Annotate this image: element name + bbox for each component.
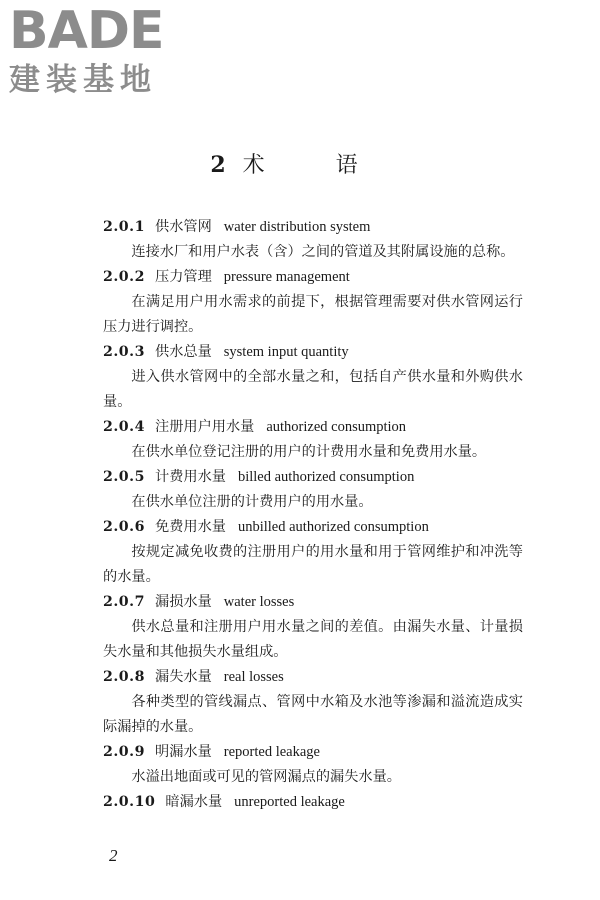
- term-chinese-name: 供水总量: [155, 344, 212, 360]
- term-english-name: pressure management: [223, 269, 350, 285]
- term-english-name: water losses: [223, 594, 295, 610]
- term-english-name: billed authorized consumption: [237, 469, 415, 485]
- term-chinese-name: 注册用户用水量: [155, 419, 255, 435]
- page-number: 2: [109, 846, 118, 865]
- term-definition: 各种类型的管线漏点、管网中水箱及水池等渗漏和溢流造成实际漏掉的水量。: [103, 694, 523, 735]
- term-chinese-name: 压力管理: [155, 269, 212, 285]
- term-number: 2.0.2: [103, 269, 145, 285]
- term-number: 2.0.5: [103, 469, 145, 485]
- term-number: 2.0.9: [103, 744, 145, 760]
- term-definition: 在供水单位注册的计费用户的用水量。: [131, 494, 373, 510]
- term-english-name: unreported leakage: [234, 794, 345, 810]
- term-definition: 在供水单位登记注册的用户的计费用水量和免费用水量。: [131, 444, 487, 460]
- term-chinese-name: 漏失水量: [155, 669, 212, 685]
- brand-logo: [9, 1, 179, 104]
- term-heading: [103, 740, 523, 765]
- term-number: 2.0.4: [103, 419, 145, 435]
- term-english-name: reported leakage: [223, 744, 320, 760]
- term-english-name: authorized consumption: [266, 419, 407, 435]
- term-heading: [103, 340, 523, 365]
- term-heading: [103, 215, 523, 240]
- term-english-name: water distribution system: [223, 219, 371, 235]
- term-heading: [103, 665, 523, 690]
- logo-subtitle: 建装基地: [9, 62, 157, 98]
- chapter-number: 2: [210, 152, 226, 178]
- chapter-title: [0, 148, 600, 183]
- term-english-name: real losses: [223, 669, 284, 685]
- term-definition: 进入供水管网中的全部水量之和，包括自产供水量和外购供水量。: [103, 369, 523, 410]
- term-number: 2.0.6: [103, 519, 145, 535]
- terms-list: [103, 215, 523, 815]
- term-chinese-name: 免费用水量: [155, 519, 226, 535]
- term-heading: [103, 515, 523, 540]
- term-english-name: system input quantity: [223, 344, 349, 360]
- term-number: 2.0.3: [103, 344, 145, 360]
- term-definition: 水溢出地面或可见的管网漏点的漏失水量。: [131, 769, 401, 785]
- logo-brand-text: BADE: [9, 1, 164, 61]
- term-definition: 供水总量和注册用户用水量之间的差值。由漏失水量、计量损失水量和其他损失水量组成。: [103, 619, 523, 660]
- term-chinese-name: 明漏水量: [155, 744, 212, 760]
- term-english-name: unbilled authorized consumption: [237, 519, 429, 535]
- term-number: 2.0.8: [103, 669, 145, 685]
- term-heading: [103, 590, 523, 615]
- term-definition: 在满足用户用水需求的前提下，根据管理需要对供水管网运行压力进行调控。: [103, 294, 523, 335]
- term-number: 2.0.10: [103, 794, 156, 810]
- term-number: 2.0.1: [103, 219, 145, 235]
- term-heading: [103, 415, 523, 440]
- term-heading: [103, 465, 523, 490]
- chapter-title-text: 术 语: [242, 153, 390, 178]
- term-definition: 按规定减免收费的注册用户的用水量和用于管网维护和冲洗等的水量。: [103, 544, 523, 585]
- term-chinese-name: 计费用水量: [155, 469, 226, 485]
- term-heading: [103, 265, 523, 290]
- term-number: 2.0.7: [103, 594, 145, 610]
- term-heading: [103, 790, 523, 815]
- term-chinese-name: 供水管网: [155, 219, 212, 235]
- term-chinese-name: 暗漏水量: [165, 794, 223, 810]
- term-definition: 连接水厂和用户水表（含）之间的管道及其附属设施的总称。: [131, 244, 515, 260]
- term-chinese-name: 漏损水量: [155, 594, 212, 610]
